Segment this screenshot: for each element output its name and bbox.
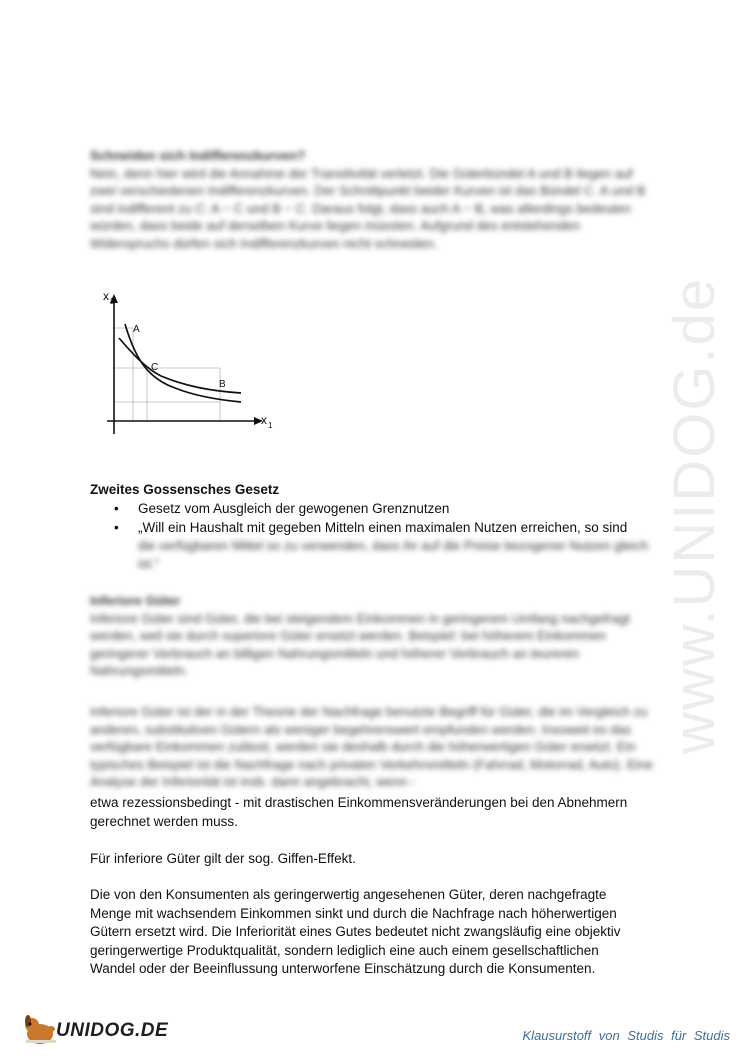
section-heading: Inferiore Güter: [90, 593, 181, 608]
logo-text: UNIDOG.DE: [56, 1020, 169, 1041]
diagram-svg: [95, 288, 285, 438]
text-line: gerechnet werden muss.: [90, 813, 238, 829]
section-heading: Zweites Gossensches Gesetz: [90, 482, 280, 497]
section-giffen: [90, 850, 660, 869]
list-item: [90, 518, 660, 572]
y-axis-label: x: [103, 289, 109, 303]
section-body: Nein, denn hier wird die Annahme der Transitivität verletzt. Die Güterbündel A und B liegen auf zwei verschiedenen Indifferenzkurven. Der Schnittpunkt beider Kurven ist das Bündel C. A und B sind indifferent zu C: A ~ C und B ~ C. Daraus folgt, dass auch A ~ B, was allerdings bedeuten würden, dass beide auf derselben Kurve liegen müssten. Aufgrund des entstehenden Widerspruchs dürfen sich Indifferenzkurven nicht schneiden.: [90, 165, 646, 251]
point-label-b: B: [219, 379, 226, 390]
text-line: geringerwertige Produktqualität, sondern lediglich eine auch einem gesellschaftlichen: [90, 942, 599, 958]
section-theorie: [90, 794, 660, 831]
footer-tagline: Klausurstoff von Studis für Studis: [522, 1028, 730, 1043]
section-indifferenzkurven: [90, 147, 655, 253]
text-line: Gütern ersetzt wird. Die Inferiorität eines Gutes bedeutet nicht zwangsläufig eine objektiv: [90, 924, 621, 940]
text-line: etwa rezessionsbedingt - mit drastischen Einkommensveränderungen bei den Abnehmern: [90, 795, 628, 810]
section-gossen: [90, 480, 660, 572]
text-line: Die von den Konsumenten als geringerwertig angesehenen Güter, deren nachgefragte: [90, 887, 607, 902]
unidog-logo: [22, 1012, 169, 1048]
text-line: Menge mit wachsendem Einkommen sinkt und durch die Nachfrage nach höherwertigen: [90, 905, 617, 921]
list-item-text: „Will ein Haushalt mit gegeben Mitteln einen maximalen Nutzen erreichen, so sind: [138, 520, 628, 535]
y-axis-subscript: 2: [110, 297, 115, 306]
bullet-list: [90, 499, 660, 572]
section-inferiore-gueter: [90, 592, 655, 680]
point-label-a: A: [133, 324, 140, 335]
indifference-curves-diagram: [95, 288, 285, 438]
x-axis-label: x: [261, 413, 267, 427]
point-label-c: C: [151, 362, 159, 373]
bullet-icon: •: [114, 520, 119, 535]
text-line: Wandel oder der Beeinflussung unterworfene Einschätzung durch die Konsumenten.: [90, 961, 596, 977]
section-theorie-blurred: [90, 703, 655, 791]
x-axis-subscript: 1: [268, 421, 273, 430]
list-item: [90, 499, 660, 518]
section-body: Inferiore Güter sind Güter, die bei steigendem Einkommen in geringerem Umfang nachgefragt werden, weil sie durch superiore Güter ersetzt werden. Beispiel: bei höherem Einkommen geringerer Verbrauch an billigen Nahrungsmitteln und höherer Verbrauch an teureren Nahrungsmitteln.: [90, 610, 630, 679]
list-item-text: Gesetz vom Ausgleich der gewogenen Grenznutzen: [138, 501, 450, 516]
watermark: www.UNIDOG.de: [662, 276, 728, 754]
section-definition: [90, 886, 660, 979]
section-heading: Schneiden sich Indifferenzkurven?: [90, 148, 306, 163]
text-line: Für inferiore Güter gilt der sog. Giffen-Effekt.: [90, 851, 356, 866]
section-body: Inferiore Güter ist der in der Theorie der Nachfrage benutzte Begriff für Güter, die im Vergleich zu anderen, substitutiven Gütern als weniger begehrenswert empfunden werden. Insoweit es das verfügbare Einkommen zulässt, werden sie deshalb durch die höherwertigen Güter ersetzt. Ein typisches Beispiel ist die Nachfrage nach privaten Verkehrsmitteln (Fahrrad, Motorrad, Auto). Eine Analyse der Inferiorität ist insb. dann angebracht, wenn -: [90, 704, 653, 790]
list-item-text-continued: die verfügbaren Mittel so zu verwenden, dass ihr auf die Preise bezogener Nutzen gleich ist.“: [138, 538, 649, 571]
bullet-icon: •: [114, 501, 119, 516]
